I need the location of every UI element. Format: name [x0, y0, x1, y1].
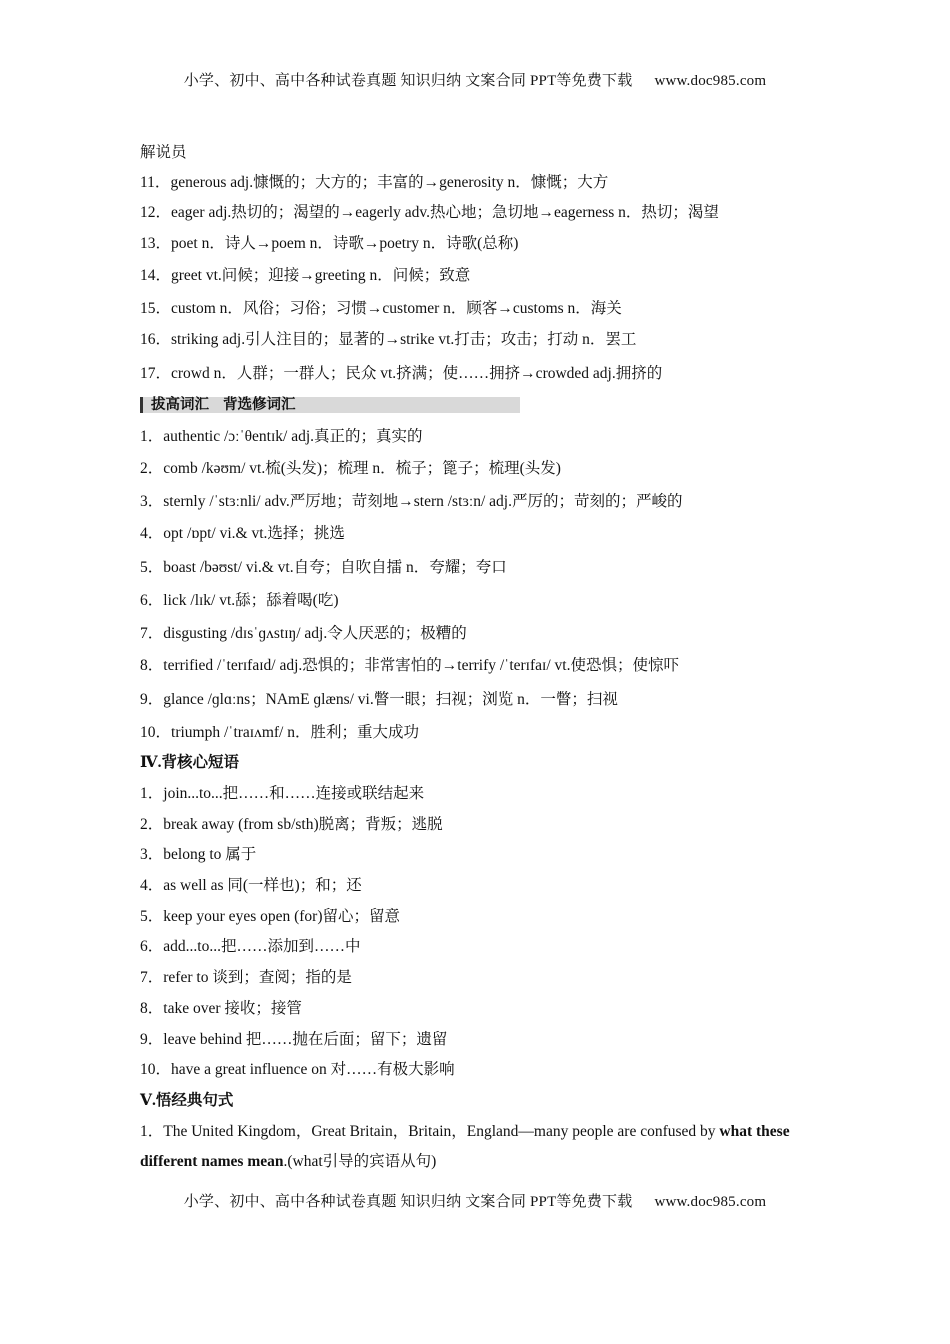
- footer-site: www.doc985.com: [654, 1194, 767, 1210]
- vocab-item: 13．poet n．诗人→poem n．诗歌→poetry n．诗歌(总称): [140, 235, 519, 252]
- phrase-item: 4．as well as 同(一样也)；和；还: [140, 877, 362, 894]
- phrase-item: 3．belong to 属于: [140, 846, 257, 863]
- phrase-item: 7．refer to 谈到；查阅；指的是: [140, 969, 352, 986]
- vocab-item: 8．terrified /ˈterɪfaɪd/ adj.恐惧的；非常害怕的→terrify /ˈterɪfaɪ/ vt.使恐惧；使惊吓: [140, 657, 679, 674]
- highlighted-clause: what these different names mean: [140, 1123, 790, 1170]
- continued-word: 解说员: [140, 144, 187, 161]
- header-text: 小学、初中、高中各种试卷真题 知识归纳 文案合同 PPT等免费下载: [183, 73, 633, 89]
- phrase-item: 9．leave behind 把……抛在后面；留下；遗留: [140, 1031, 448, 1048]
- vocab-item: 10．triumph /ˈtraɪʌmf/ n．胜利；重大成功: [140, 724, 419, 741]
- advanced-vocab-bar: [140, 397, 520, 413]
- phrase-item: 8．take over 接收；接管: [140, 1000, 302, 1017]
- section-title-phrases: Ⅳ.背核心短语: [140, 754, 239, 771]
- section-title-sentences: Ⅴ.悟经典句式: [140, 1092, 234, 1109]
- vocab-item: 9．glance /ɡlɑːns；NAmE ɡlæns/ vi.瞥一眼；扫视；浏览 n．一瞥；扫视: [140, 691, 618, 708]
- vocab-item: 6．lick /lɪk/ vt.舔；舔着喝(吃): [140, 592, 339, 609]
- phrase-item: 1．join...to...把……和……连接或联结起来: [140, 785, 425, 802]
- vocab-item: 11．generous adj.慷慨的；大方的；丰富的→generosity n．慷慨；大方: [140, 174, 609, 191]
- vocab-item: 3．sternly /ˈstɜːnli/ adv.严厉地；苛刻地→stern /stɜːn/ adj.严厉的；苛刻的；严峻的: [140, 493, 683, 510]
- phrase-item: 10．have a great influence on 对……有极大影响: [140, 1061, 455, 1078]
- vocab-item: 16．striking adj.引人注目的；显著的→strike vt.打击；攻击；打动 n．罢工: [140, 331, 637, 348]
- vocab-item: 7．disgusting /dɪsˈɡʌstɪŋ/ adj.令人厌恶的；极糟的: [140, 625, 467, 642]
- page-footer: [0, 1190, 950, 1211]
- phrase-item: 6．add...to...把……添加到……中: [140, 938, 361, 955]
- phrase-item: 5．keep your eyes open (for)留心；留意: [140, 908, 401, 925]
- phrase-item: 2．break away (from sb/sth)脱离；背叛；逃脱: [140, 816, 443, 833]
- header-site: www.doc985.com: [654, 73, 767, 89]
- sentence-item: 1．The United Kingdom，Great Britain，Britain，England—many people are confused by what these different names mean.(what引导的宾语从句): [140, 1123, 790, 1170]
- vocab-item: 12．eager adj.热切的；渴望的→eagerly adv.热心地；急切地→eagerness n．热切；渴望: [140, 204, 719, 221]
- vocab-item: 1．authentic /ɔːˈθentɪk/ adj.真正的；真实的: [140, 428, 423, 445]
- page-header: [0, 69, 950, 90]
- bar-label-elective: 背选修词汇: [223, 397, 296, 413]
- vocab-item: 4．opt /ɒpt/ vi.& vt.选择；挑选: [140, 525, 345, 542]
- vocab-item: 14．greet vt.问候；迎接→greeting n．问候；致意: [140, 267, 471, 284]
- vocab-item: 2．comb /kəʊm/ vt.梳(头发)；梳理 n．梳子；篦子；梳理(头发): [140, 460, 561, 477]
- vocab-item: 15．custom n．风俗；习俗；习惯→customer n．顾客→customs n．海关: [140, 300, 622, 317]
- bar-label-advanced: 拔高词汇: [151, 397, 209, 413]
- vocab-item: 5．boast /bəʊst/ vi.& vt.自夸；自吹自擂 n．夸耀；夸口: [140, 559, 507, 576]
- vocab-item: 17．crowd n．人群；一群人；民众 vt.挤满；使……拥挤→crowded adj.拥挤的: [140, 365, 663, 382]
- footer-text: 小学、初中、高中各种试卷真题 知识归纳 文案合同 PPT等免费下载: [183, 1194, 633, 1210]
